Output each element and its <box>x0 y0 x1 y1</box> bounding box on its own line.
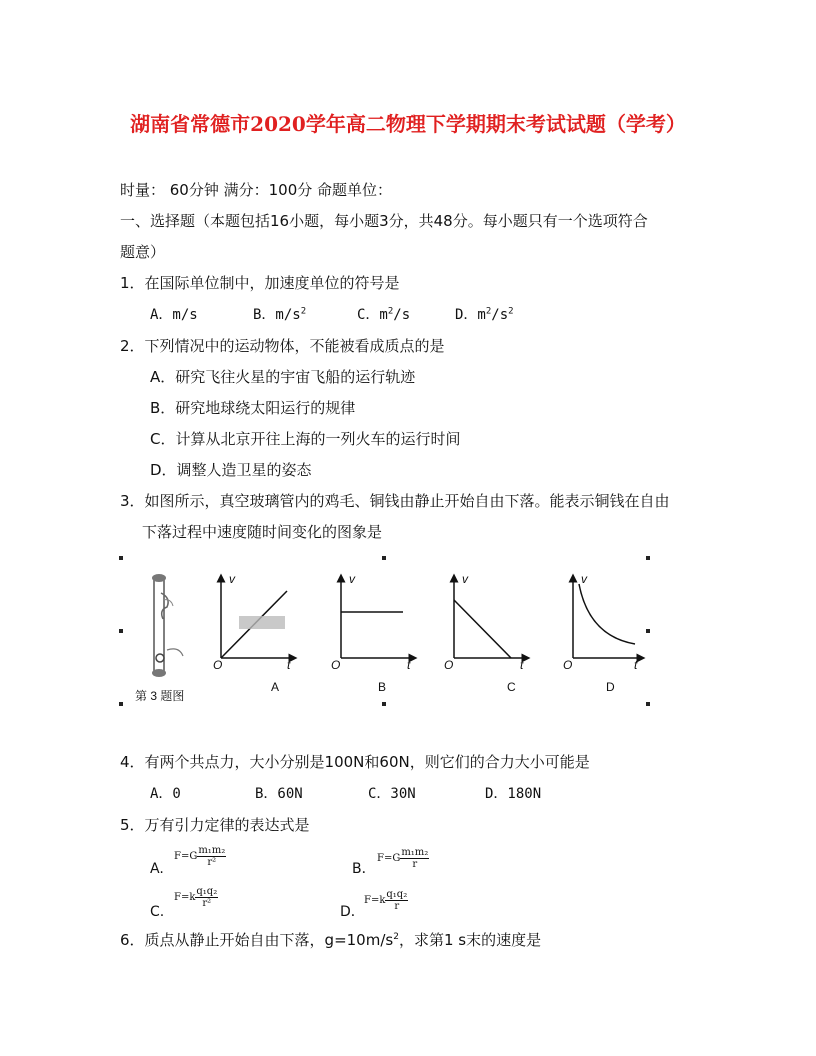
q2-option-d: D．调整人造卫星的姿态 <box>150 461 312 479</box>
graph-a-t-label: t <box>287 658 291 672</box>
q5-option-d-label: D． <box>340 904 365 920</box>
graph-a-letter: A <box>271 680 280 694</box>
q4-stem: 4．有两个共点力，大小分别是100N和60N，则它们的合力大小可能是 <box>120 753 590 771</box>
graph-d-t-label: t <box>634 658 638 672</box>
q6-stem: 6．质点从静止开始自由下落，$g=10m/s^2$，求第1 s末的速度是 <box>120 931 542 949</box>
q2-option-a: A．研究飞往火星的宇宙飞船的运行轨迹 <box>150 368 416 386</box>
q1-option-a: A．m/s <box>150 307 198 323</box>
q3-figure <box>121 558 648 704</box>
graph-c-letter: C <box>507 680 516 694</box>
q3-stem-line1: 3．如图所示，真空玻璃管内的鸡毛、铜钱由静止开始自由下落。能表示铜钱在自由 <box>120 492 670 510</box>
graph-b-v-label: v <box>349 572 355 586</box>
q5-formula-c: F=k $\frac{\text{q₁q₂}}{\text{r²}}$ <box>174 886 218 909</box>
graph-a <box>221 578 293 658</box>
q5-formula-a: F=G $\frac{\text{m₁m₂}}{\text{r²}}$ <box>174 845 226 868</box>
q1-option-c: C．$m^2/s$ <box>357 306 411 323</box>
section-heading-line2: 题意） <box>120 243 166 261</box>
graph-c <box>454 578 526 658</box>
q4-option-a: A．0 <box>150 786 181 802</box>
q5-option-b-label: B． <box>352 861 376 877</box>
q4-option-c: C．30N <box>368 786 416 802</box>
q1-stem: 1．在国际单位制中，加速度单位的符号是 <box>120 274 400 292</box>
graph-d-letter: D <box>606 680 615 694</box>
glass-tube-illustration <box>152 574 183 677</box>
figure-caption: 第 3 题图 <box>135 689 185 703</box>
graph-c-v-label: v <box>462 572 468 586</box>
graph-b-letter: B <box>378 680 387 694</box>
graph-c-t-label: t <box>520 658 524 672</box>
graph-d <box>573 578 641 658</box>
q5-stem: 5．万有引力定律的表达式是 <box>120 816 310 834</box>
q4-option-b: B．60N <box>255 786 303 802</box>
graph-d-v-label: v <box>581 572 587 586</box>
graph-a-v-label: v <box>229 572 235 586</box>
q3-stem-line2: 下落过程中速度随时间变化的图象是 <box>142 523 383 541</box>
page-title: 湖南省常德市2020学年高二物理下学期期末考试试题（学考） <box>130 112 686 136</box>
q2-stem: 2．下列情况中的运动物体，不能被看成质点的是 <box>120 337 445 355</box>
q2-option-c: C．计算从北京开往上海的一列火车的运行时间 <box>150 430 461 448</box>
q5-formula-b: F=G $\frac{\text{m₁m₂}}{r}$ <box>377 847 429 870</box>
section-heading-line1: 一、选择题（本题包括16小题，每小题3分，共48分。每小题只有一个选项符合 <box>120 212 648 230</box>
graph-d-origin-label: O <box>563 658 573 672</box>
q5-formula-d: F=k $\frac{\text{q₁q₂}}{r}$ <box>364 889 408 912</box>
q5-option-c-label: C. <box>150 904 165 920</box>
graph-b-t-label: t <box>407 658 411 672</box>
graph-b <box>341 578 413 658</box>
q4-option-d: D．180N <box>485 786 542 802</box>
graph-a-origin-label: O <box>213 658 223 672</box>
q2-option-b: B．研究地球绕太阳运行的规律 <box>150 399 356 417</box>
graph-b-origin-label: O <box>331 658 341 672</box>
q5-option-a-label: A. <box>150 861 164 877</box>
exam-meta: 时量： 60分钟 满分：100分 命题单位： <box>120 181 393 199</box>
graph-c-origin-label: O <box>444 658 454 672</box>
q1-option-d: D．$m^2/s^2$ <box>455 306 514 323</box>
q1-option-b: B．$m/s^2$ <box>253 306 307 323</box>
